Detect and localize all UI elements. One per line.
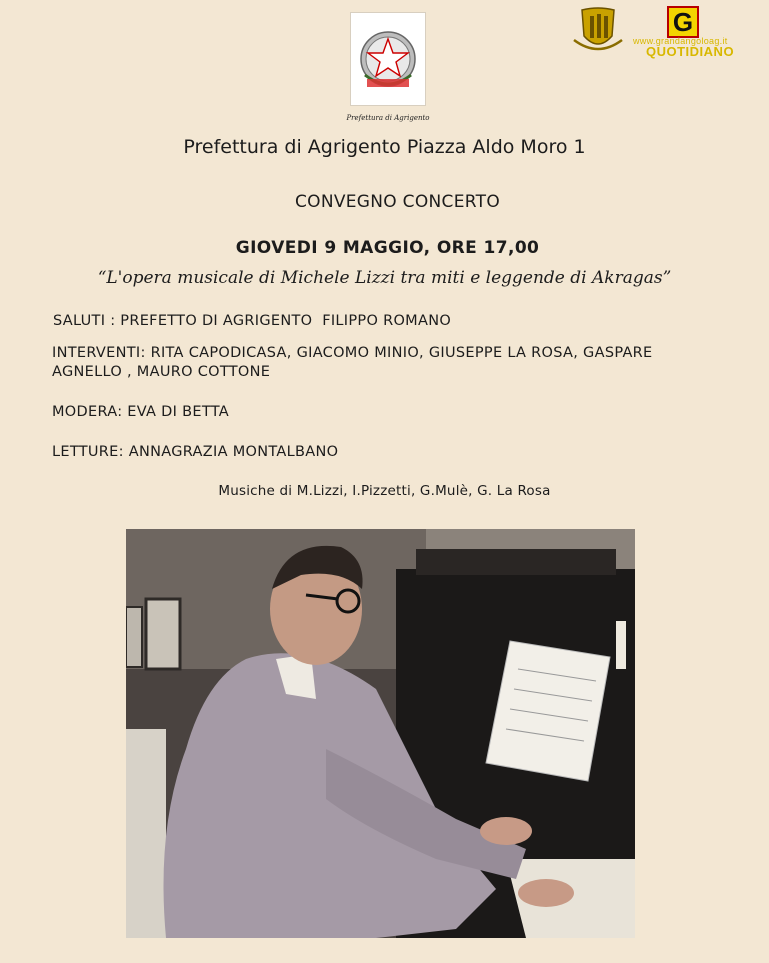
modera-line: MODERA: EVA DI BETTA [52,404,229,420]
agrigento-crest [572,6,624,56]
g-logo: G [667,6,699,38]
republic-emblem [350,12,426,106]
interventi-line-2: AGNELLO , MAURO COTTONE [52,364,271,380]
italian-republic-emblem-icon [351,13,425,105]
saluti-line: SALUTI : PREFETTO DI AGRIGENTO FILIPPO ROMANO [53,313,452,329]
interventi-line-1: INTERVENTI: RITA CAPODICASA, GIACOMO MINIO, GIUSEPPE LA ROSA, GASPARE [52,345,653,361]
page-title: Prefettura di Agrigento Piazza Aldo Moro 1 [183,136,586,158]
musiche-line: Musiche di M.Lizzi, I.Pizzetti, G.Mulè, G. La Rosa [218,483,551,499]
event-date: GIOVEDI 9 MAGGIO, ORE 17,00 [235,238,540,258]
emblem-caption: Prefettura di Agrigento [346,114,430,122]
interventi-block [52,344,742,382]
event-type: CONVEGNO CONCERTO [294,192,501,212]
agrigento-crest-icon [572,6,624,56]
logo-quotidiano-text: QUOTIDIANO [646,44,735,59]
letture-line: LETTURE: ANNAGRAZIA MONTALBANO [52,444,339,460]
logo-site-text: www.grandangoloag.it [633,36,728,46]
event-quote: “L'opera musicale di Michele Lizzi tra miti e leggende di Akragas” [97,268,672,288]
pianist-photo-image [126,529,635,938]
pianist-photo [126,529,635,938]
